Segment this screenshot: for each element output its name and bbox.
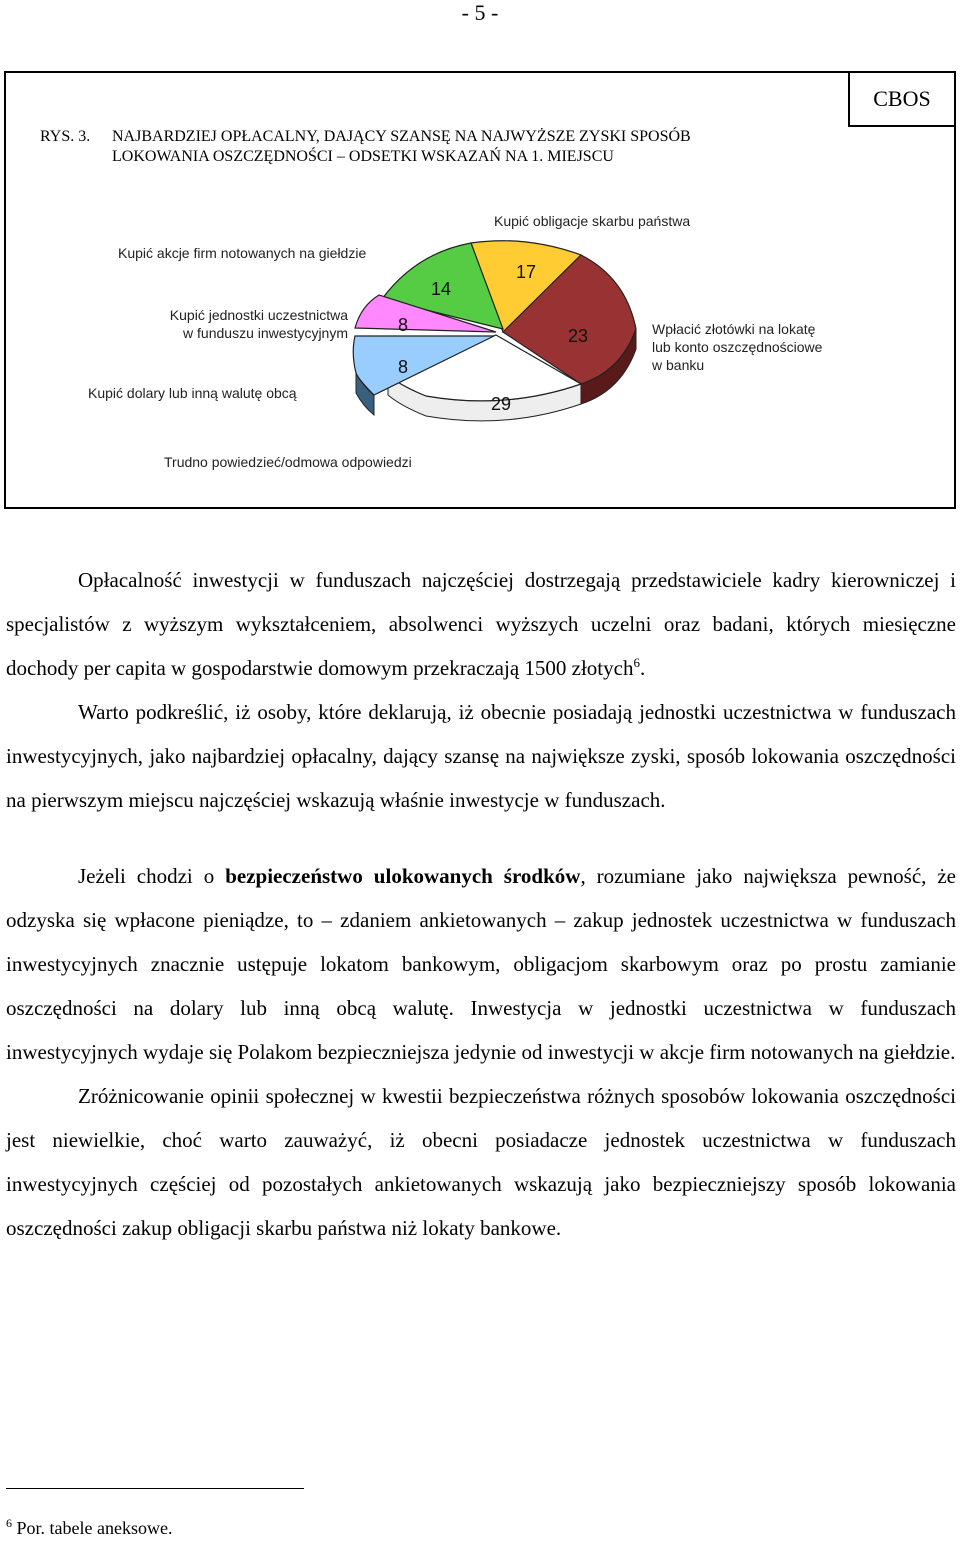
paragraph-1: Opłacalność inwestycji w funduszach najczęściej dostrzegają przedstawiciele kadry kierowniczej i specjalistów z wyższym wykształceniem, absolwenci wyższych uczelni oraz badani, których miesięczne dochody per capita w gospodarstwie domowym przekraczają 1500 złotych$^6$. — [6, 568, 956, 680]
label-akcje: Kupić akcje firm notowanych na giełdzie — [118, 245, 367, 261]
footnote-text: Por. tabele aneksowe. — [12, 1518, 173, 1538]
value-lokata: 23 — [568, 326, 589, 346]
pie-chart — [6, 73, 954, 507]
value-dolary: 8 — [398, 357, 409, 377]
footnote-ref: 6 — [633, 655, 640, 670]
label-lokata-2: lub konto oszczędnościowe — [652, 339, 823, 355]
label-dolary: Kupić dolary lub inną walutę obcą — [88, 385, 297, 401]
label-lokata-1: Wpłacić złotówki na lokatę — [652, 321, 816, 337]
value-trudno: 29 — [491, 394, 512, 414]
cbos-logo: CBOS — [848, 71, 956, 127]
body-text — [6, 558, 956, 1250]
figure-title-line2: LOKOWANIA OSZCZĘDNOŚCI – ODSETKI WSKAZAŃ NA 1. MIEJSCU — [112, 148, 614, 165]
paragraph-4: Zróżnicowanie opinii społecznej w kwestii bezpieczeństwa różnych sposobów lokowania oszczędności jest niewielkie, choć warto zauważyć, iż obecni posiadacze jednostek uczestnictwa w funduszach inwestycyjnych częściej od pozostałych ankietowanych wskazują jako bezpieczniejszy sposób lokowania oszczędności zakup obligacji skarbu państwa niż lokaty bankowe. — [6, 1084, 956, 1240]
page-number: - 5 - — [461, 0, 499, 25]
label-obligacje: Kupić obligacje skarbu państwa — [494, 213, 691, 229]
value-akcje: 14 — [431, 279, 452, 299]
footnote-rule — [6, 1488, 304, 1489]
label-lokata-3: w banku — [652, 357, 705, 373]
label-jednostki-1: Kupić jednostki uczestnictwa — [169, 307, 348, 323]
paragraph-3: Jeżeli chodzi o bezpieczeństwo ulokowanych środków, rozumiane jako największa pewność, że odzyska się wpłacone pieniądze, to – zdaniem ankietowanych – zakup jednostek uczestnictwa w funduszach inwestycyjnych znacznie ustępuje lokatom bankowym, obligacjom skarbowym oraz po prostu zamianie oszczędności na dolary lub inną obcą walutę. Inwestycja w jednostki uczestnictwa w funduszach inwestycyjnych wydaje się Polakom bezpieczniejsza jedynie od inwestycji w akcje firm notowanych na giełdzie. — [6, 864, 956, 1064]
figure-title-line1: NAJBARDZIEJ OPŁACALNY, DAJĄCY SZANSĘ NA NAJWYŻSZE ZYSKI SPOSÓB — [112, 128, 691, 145]
figure-frame — [4, 71, 956, 509]
footnote — [6, 1517, 172, 1539]
footnote-number: 6 — [6, 1516, 12, 1530]
value-jednostki: 8 — [398, 315, 409, 335]
label-trudno: Trudno powiedzieć/odmowa odpowiedzi — [164, 454, 412, 470]
bold-phrase: bezpieczeństwo ulokowanych środków — [225, 864, 581, 888]
label-jednostki-2: w funduszu inwestycyjnym — [183, 325, 348, 341]
figure-label: RYS. 3. — [40, 128, 91, 145]
value-obligacje: 17 — [516, 262, 537, 282]
paragraph-2: Warto podkreślić, iż osoby, które deklarują, iż obecnie posiadają jednostki uczestnictwa w funduszach inwestycyjnych, jako najbardziej opłacalny, dający szansę na największe zyski, sposób lokowania oszczędności na pierwszym miejscu najczęściej wskazują właśnie inwestycje w funduszach. — [6, 700, 956, 812]
